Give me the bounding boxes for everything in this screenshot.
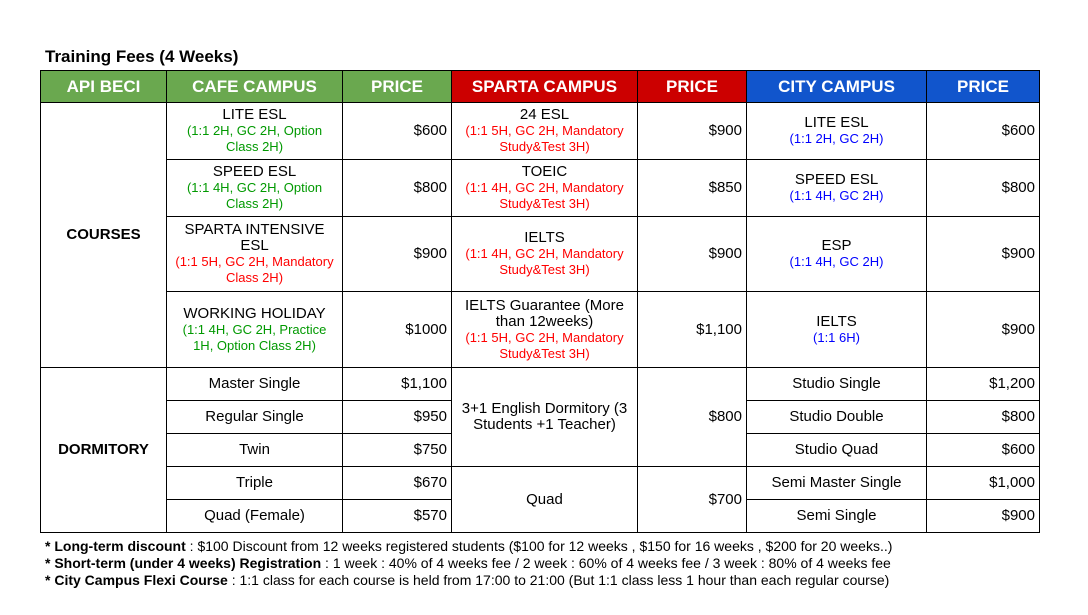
course-row <box>41 103 1040 160</box>
sparta-course-cell <box>452 103 638 160</box>
header-cafe-price: PRICE <box>343 71 452 103</box>
sparta-course-detail: (1:1 4H, GC 2H, Mandatory Study&Test 3H) <box>465 246 624 277</box>
sparta-course-price: $1,100 <box>638 292 747 368</box>
city-course-name: IELTS <box>816 312 857 330</box>
city-course-detail: (1:1 2H, GC 2H) <box>789 131 884 146</box>
sparta-course-detail: (1:1 4H, GC 2H, Mandatory Study&Test 3H) <box>465 180 624 211</box>
cafe-course-price: $600 <box>343 103 452 160</box>
cafe-course-price: $1000 <box>343 292 452 368</box>
sparta-course-cell <box>452 217 638 292</box>
footnotes <box>45 538 892 589</box>
note-short-term <box>45 555 892 572</box>
city-course-cell <box>747 217 927 292</box>
city-dorm-price: $1,000 <box>927 467 1040 500</box>
dorm-row <box>41 368 1040 401</box>
note-label: * City Campus Flexi Course <box>45 572 228 588</box>
city-dorm-price: $900 <box>927 500 1040 533</box>
note-flexi <box>45 572 892 589</box>
cafe-dorm-price: $570 <box>343 500 452 533</box>
dorm-row <box>41 467 1040 500</box>
cafe-course-price: $900 <box>343 217 452 292</box>
sparta-dorm-price: $800 <box>638 368 747 467</box>
header-sparta-price: PRICE <box>638 71 747 103</box>
cafe-dorm-name: Triple <box>167 467 343 500</box>
course-row <box>41 292 1040 368</box>
cafe-course-cell <box>167 292 343 368</box>
cafe-dorm-price: $750 <box>343 434 452 467</box>
header-city-price: PRICE <box>927 71 1040 103</box>
courses-label: COURSES <box>41 103 167 368</box>
course-row <box>41 217 1040 292</box>
cafe-course-cell <box>167 217 343 292</box>
note-long-term <box>45 538 892 555</box>
cafe-course-detail: (1:1 4H, GC 2H, Option Class 2H) <box>186 180 323 211</box>
sparta-course-price: $900 <box>638 103 747 160</box>
header-row <box>41 71 1040 103</box>
note-label: * Short-term (under 4 weeks) Registration <box>45 555 322 571</box>
city-dorm-price: $1,200 <box>927 368 1040 401</box>
cafe-course-name: SPARTA INTENSIVE ESL <box>184 221 325 254</box>
cafe-course-detail: (1:1 2H, GC 2H, Option Class 2H) <box>186 123 323 154</box>
city-dorm-price: $600 <box>927 434 1040 467</box>
cafe-dorm-price: $1,100 <box>343 368 452 401</box>
sparta-dorm-name: Quad <box>452 467 638 533</box>
city-course-detail: (1:1 4H, GC 2H) <box>789 188 884 203</box>
city-course-cell <box>747 160 927 217</box>
sparta-course-detail: (1:1 5H, GC 2H, Mandatory Study&Test 3H) <box>465 329 624 361</box>
sparta-course-name: IELTS <box>524 229 565 246</box>
sparta-course-name: TOEIC <box>521 163 568 180</box>
note-text: : 1:1 class for each course is held from 17:00 to 21:00 (But 1:1 class less 1 hour than each regular course) <box>227 572 890 588</box>
sparta-course-cell <box>452 292 638 368</box>
sparta-course-cell <box>452 160 638 217</box>
city-course-name: LITE ESL <box>804 114 869 131</box>
city-dorm-name: Studio Single <box>747 368 927 401</box>
city-dorm-name: Semi Single <box>747 500 927 533</box>
cafe-dorm-name: Quad (Female) <box>167 500 343 533</box>
cafe-course-detail: (1:1 5H, GC 2H, Mandatory Class 2H) <box>175 254 334 285</box>
header-api-beci: API BECI <box>41 71 167 103</box>
course-row <box>41 160 1040 217</box>
sparta-course-name: 24 ESL <box>519 106 570 123</box>
city-dorm-name: Semi Master Single <box>747 467 927 500</box>
note-text: : 1 week : 40% of 4 weeks fee / 2 week : 60% of 4 weeks fee / 3 week : 80% of 4 weeks fee <box>321 555 891 571</box>
cafe-course-name: SPEED ESL <box>212 163 297 180</box>
city-dorm-price: $800 <box>927 401 1040 434</box>
cafe-dorm-name: Master Single <box>167 368 343 401</box>
cafe-dorm-price: $950 <box>343 401 452 434</box>
sparta-course-detail: (1:1 5H, GC 2H, Mandatory Study&Test 3H) <box>465 123 624 154</box>
sparta-course-price: $850 <box>638 160 747 217</box>
note-label: * Long-term discount <box>45 538 186 554</box>
city-course-price: $800 <box>927 160 1040 217</box>
header-cafe-campus: CAFE CAMPUS <box>167 71 343 103</box>
sparta-course-name: IELTS Guarantee (More than 12weeks) <box>465 296 624 330</box>
page-title: Training Fees (4 Weeks) <box>45 47 239 66</box>
city-dorm-name: Studio Double <box>747 401 927 434</box>
sparta-dorm-name: 3+1 English Dormitory (3 Students +1 Teacher) <box>452 368 638 467</box>
cafe-dorm-price: $670 <box>343 467 452 500</box>
city-course-price: $600 <box>927 103 1040 160</box>
city-course-cell <box>747 292 927 368</box>
dormitory-label: DORMITORY <box>41 368 167 533</box>
cafe-course-name: WORKING HOLIDAY <box>183 304 326 322</box>
city-course-price: $900 <box>927 217 1040 292</box>
cafe-dorm-name: Regular Single <box>167 401 343 434</box>
cafe-course-detail: (1:1 4H, GC 2H, Practice 1H, Option Class 2H) <box>182 321 327 353</box>
header-sparta-campus: SPARTA CAMPUS <box>452 71 638 103</box>
city-course-detail: (1:1 4H, GC 2H) <box>789 254 884 269</box>
city-course-name: ESP <box>821 237 852 254</box>
sparta-course-price: $900 <box>638 217 747 292</box>
header-city-campus: CITY CAMPUS <box>747 71 927 103</box>
city-course-cell <box>747 103 927 160</box>
cafe-dorm-name: Twin <box>167 434 343 467</box>
city-course-detail: (1:1 6H) <box>813 329 860 345</box>
note-text: : $100 Discount from 12 weeks registered students ($100 for 12 weeks , $150 for 16 weeks , $200 for 20 weeks..) <box>185 538 893 554</box>
cafe-course-cell <box>167 160 343 217</box>
cafe-course-cell <box>167 103 343 160</box>
cafe-course-price: $800 <box>343 160 452 217</box>
city-dorm-name: Studio Quad <box>747 434 927 467</box>
city-course-price: $900 <box>927 292 1040 368</box>
city-course-name: SPEED ESL <box>794 171 879 188</box>
cafe-course-name: LITE ESL <box>222 106 287 123</box>
fees-table <box>40 70 1040 533</box>
sparta-dorm-price: $700 <box>638 467 747 533</box>
